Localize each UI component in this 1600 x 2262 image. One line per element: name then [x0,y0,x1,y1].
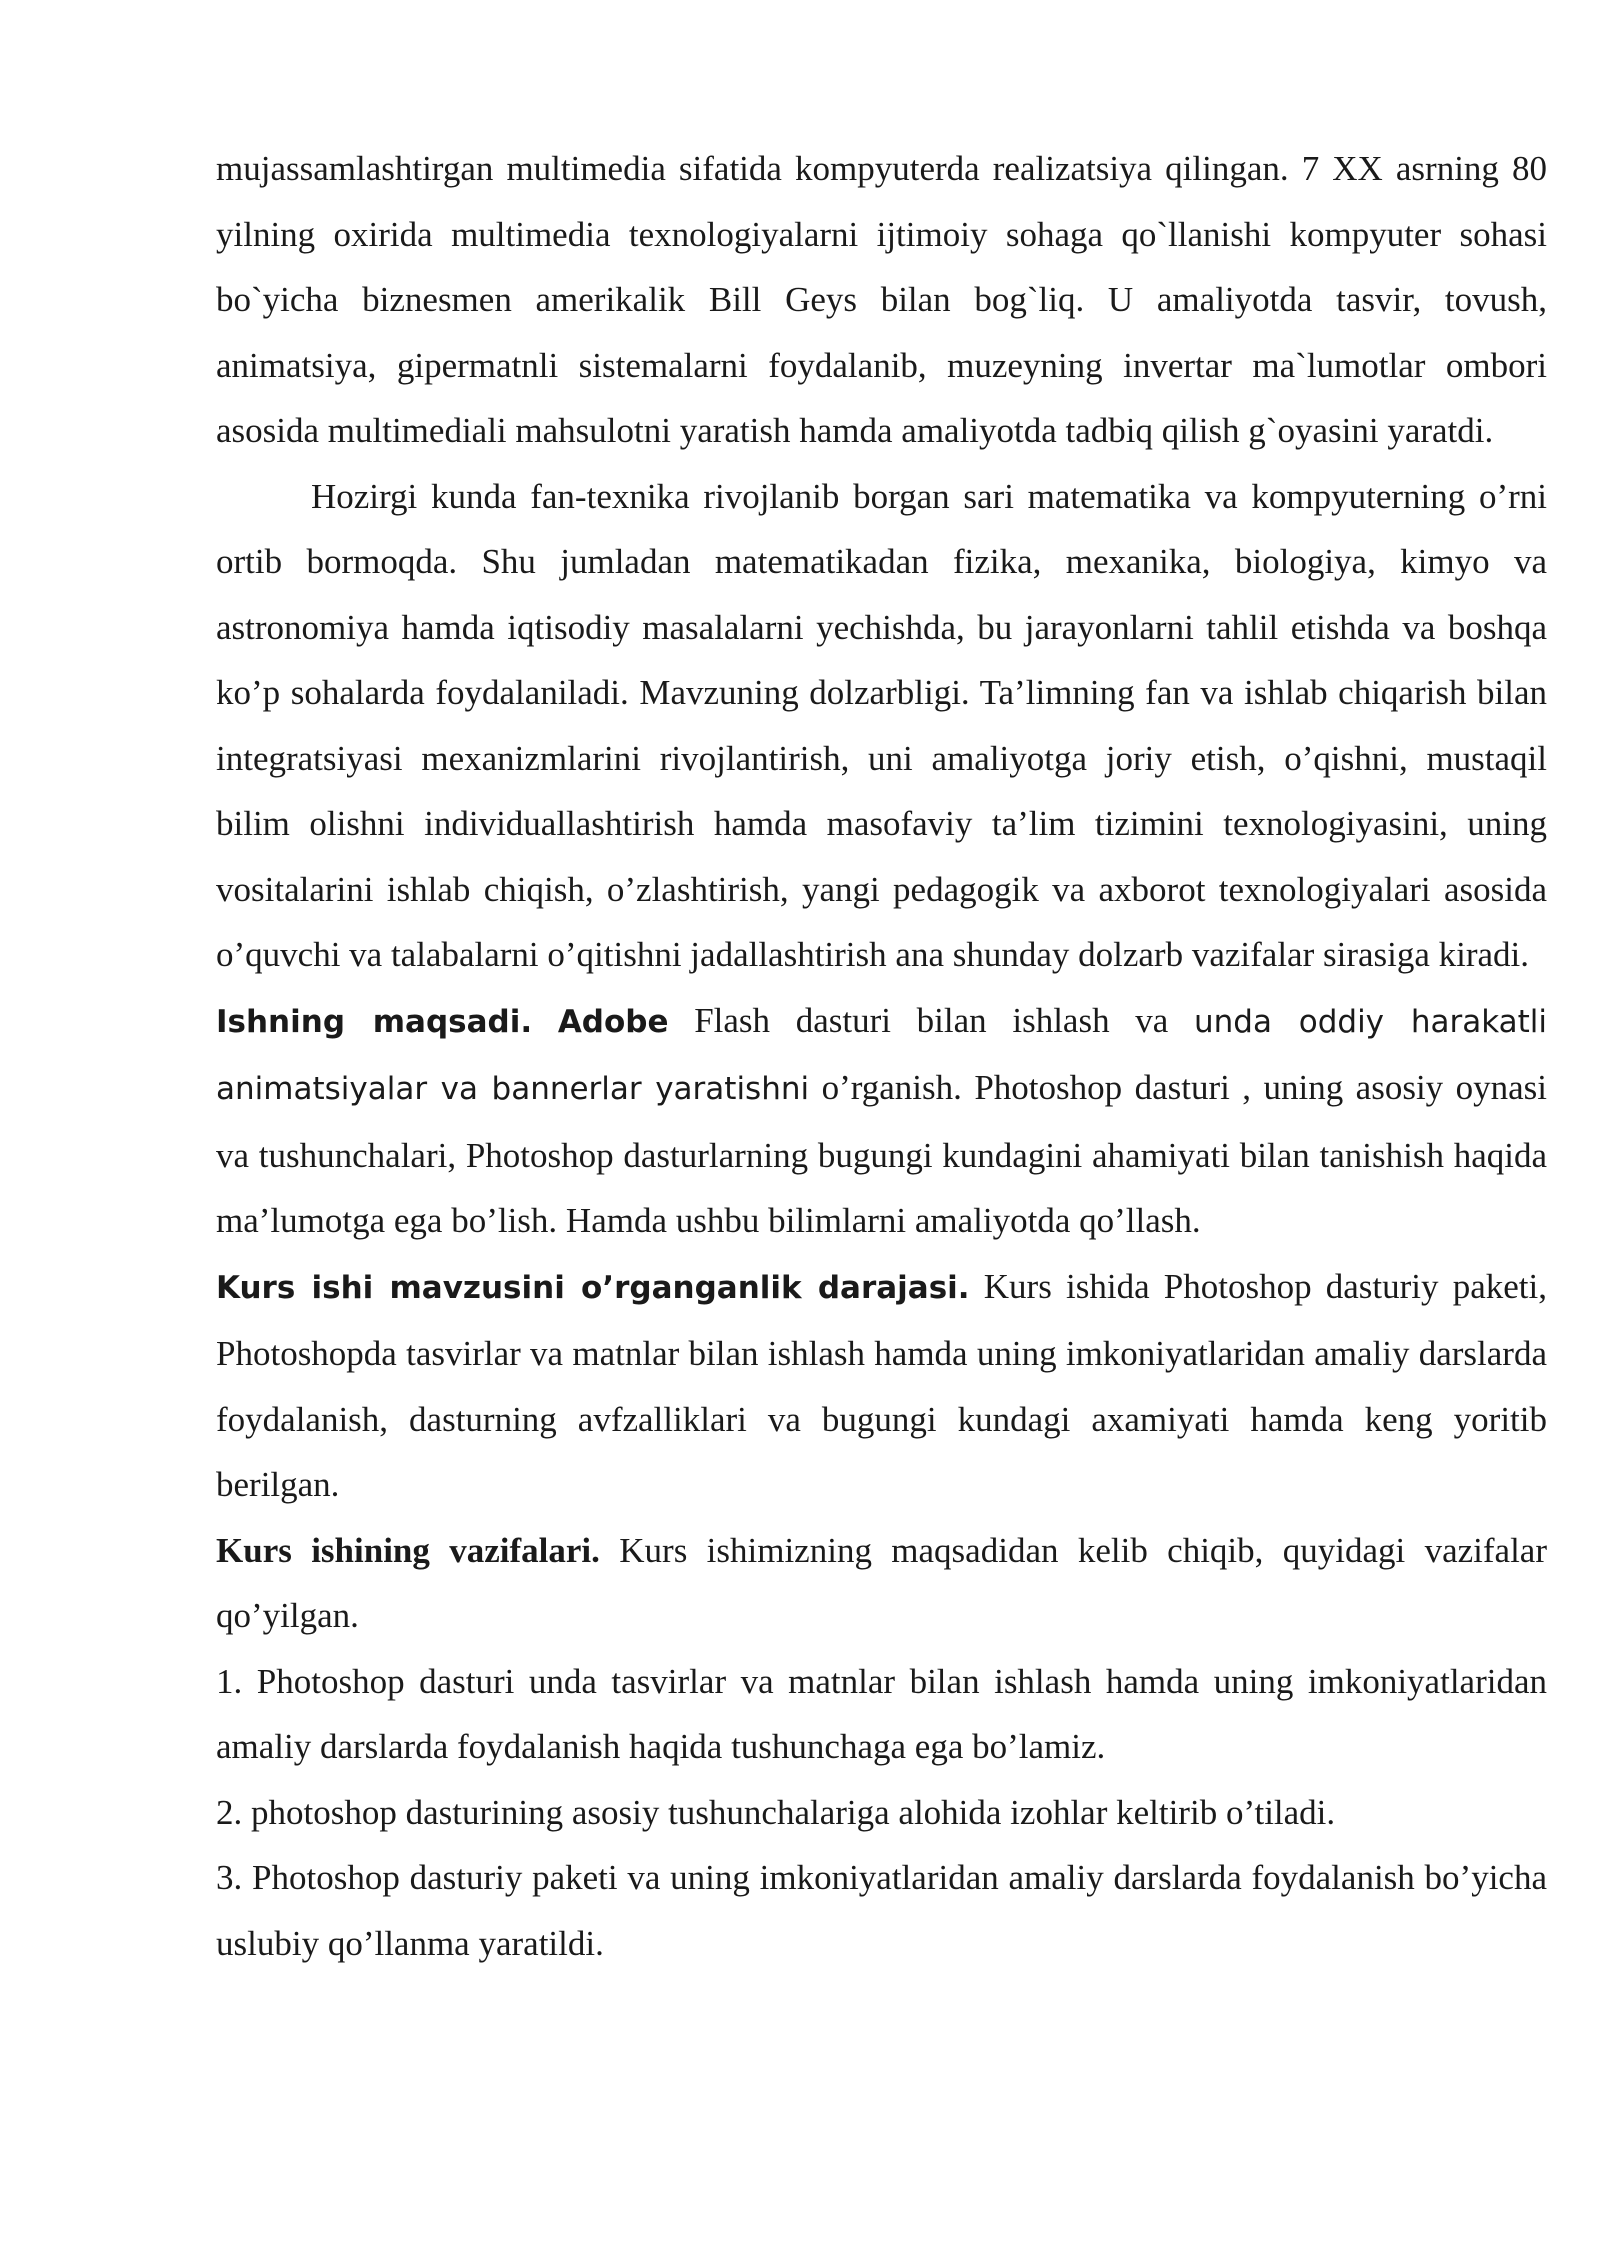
list-item: 3. Photoshop dasturiy paketi va uning imkoniyatlaridan amaliy darslarda foydalanish bo’yicha uslubiy qo’llanma yaratildi. [216,1858,1547,1963]
paragraph-intro: mujassamlashtirgan multimedia sifatida kompyuterda realizatsiya qilingan. 7 XX asrning 80 yilning oxirida multimedia texnologiyalarni ijtimoiy sohaga qo`llanishi kompyuter sohasi bo`yicha biznesmen amerikalik Bill Geys bilan bog`liq. U amaliyotda tasvir, tovush, animatsiya, gipermatnli sistemalarni foydalanib, muzeyning invertar ma`lumotlar ombori asosida multimediali mahsulotni yaratish hamda amaliyotda tadbiq qilish g`oyasini yaratdi. [216,149,1547,450]
goal-flash-text: Flash dasturi bilan ishlash va [668,1000,1194,1040]
tasks-text: Kurs ishimizning maqsadidan kelib chiqib, quyidagi vazifalar qo’yilgan. [216,1530,1547,1635]
paragraph-goal [216,988,1547,1254]
goal-sans-text: unda oddiy harakatli animatsiyalar va bannerlar yaratishni [216,1003,1547,1107]
list-item: 1. Photoshop dasturi unda tasvirlar va matnlar bilan ishlash hamda uning imkoniyatlaridan amaliy darslarda foydalanish haqida tushunchaga ega bo’lamiz. [216,1661,1547,1766]
goal-rest-text: o’rganish. Photoshop dasturi , uning asosiy oynasi va tushunchalari, Photoshop dasturlarning bugungi kundagini ahamiyati bilan tanishish haqida ma’lumotga ega bo’lish. Hamda ushbu bilimlarni amaliyotda qo’llash. [216,1068,1547,1240]
study-level-heading: Kurs ishi mavzusini o’rganganlik darajasi. [216,1269,970,1306]
list-item: 2. photoshop dasturining asosiy tushunchalariga alohida izohlar keltirib o’tiladi. [216,1792,1336,1832]
paragraph-tasks [216,1518,1547,1649]
document-page [216,136,1547,1976]
paragraph-study-level [216,1254,1547,1518]
study-level-text: Kurs ishida Photoshop dasturiy paketi, Photoshopda tasvirlar va matnlar bilan ishlash hamda uning imkoniyatlaridan amaliy darslarda foydalanish, dasturning avfzalliklari va bugungi kundagi axamiyati hamda keng yoritib berilgan. [216,1266,1547,1504]
tasks-heading: Kurs ishining vazifalari. [216,1530,600,1570]
goal-heading: Ishning maqsadi. [216,1003,533,1040]
goal-adobe-label: Adobe [557,1003,669,1040]
paragraph-relevance: Hozirgi kunda fan-texnika rivojlanib borgan sari matematika va kompyuterning o’rni ortib bormoqda. Shu jumladan matematikadan fizika, mexanika, biologiya, kimyo va astronomiya hamda iqtisodiy masalalarni yechishda, bu jarayonlarni tahlil etishda va boshqa ko’p sohalarda foydalaniladi. Mavzuning dolzarbligi. Ta’limning fan va ishlab chiqarish bilan integratsiyasi mexanizmlarini rivojlantirish, uni amaliyotga joriy etish, o’qishni, mustaqil bilim olishni individuallashtirish hamda masofaviy ta’lim tizimini texnologiyasini, uning vositalarini ishlab chiqish, o’zlashtirish, yangi pedagogik va axborot texnologiyalari asosida o’quvchi va talabalarni o’qitishni jadallashtirish ana shunday dolzarb vazifalar sirasiga kiradi. [216,476,1547,974]
